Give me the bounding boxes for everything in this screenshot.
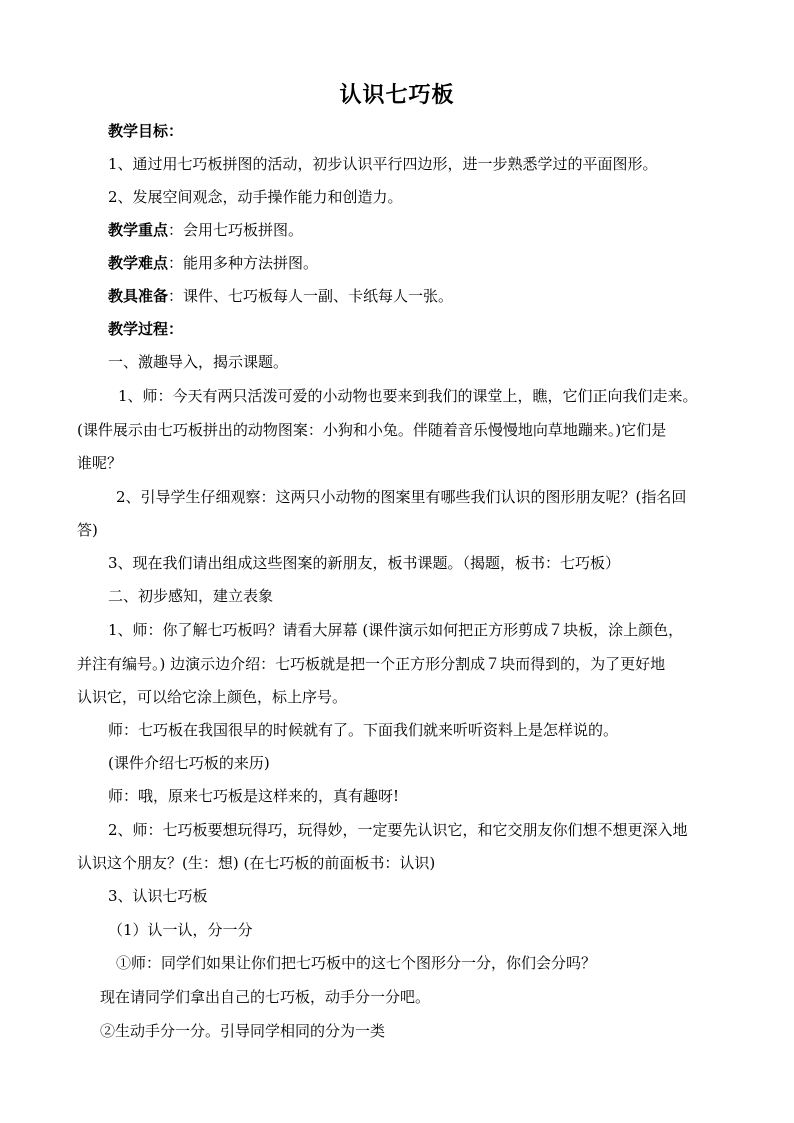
materials-label: 教具准备 bbox=[108, 287, 169, 305]
part1-paragraph3: 3、现在我们请出组成这些图案的新朋友，板书课题。（揭题，板书：七巧板） bbox=[108, 554, 621, 572]
part2-paragraph3: 3、认识七巧板 bbox=[108, 887, 208, 905]
part2-paragraph2-line2: 认识这个朋友？(生：想) (在七巧板的前面板书：认识) bbox=[77, 854, 436, 872]
difficulty-line bbox=[108, 253, 318, 273]
part2-teacher-line3: 师：哦，原来七巧板是这样来的，真有趣呀! bbox=[108, 787, 400, 805]
difficulty-text: ：能用多种方法拼图。 bbox=[168, 254, 319, 272]
materials-text: ：课件、七巧板每人一副、卡纸每人一张。 bbox=[168, 287, 454, 305]
part1-paragraph1-line3: 谁呢？ bbox=[77, 454, 123, 472]
part1-paragraph1-line2: (课件展示由七巧板拼出的动物图案：小狗和小兔。伴随着音乐慢慢地向草地蹦来。)它们是 bbox=[77, 421, 667, 439]
objectives-heading: 教学目标： bbox=[108, 122, 184, 140]
part2-heading: 二、初步感知，建立表象 bbox=[108, 587, 274, 605]
key-point-label: 教学重点 bbox=[108, 221, 169, 239]
key-point-text: ：会用七巧板拼图。 bbox=[168, 221, 304, 239]
objective-1: 1、通过用七巧板拼图的活动，初步认识平行四边形，进一步熟悉学过的平面图形。 bbox=[108, 155, 658, 173]
part2-paragraph2-line1: 2、师：七巧板要想玩得巧，玩得妙，一定要先认识它，和它交朋友你们想不想更深入地 bbox=[108, 821, 688, 839]
objective-2: 2、发展空间观念，动手操作能力和创造力。 bbox=[108, 188, 403, 206]
process-heading: 教学过程： bbox=[108, 320, 184, 338]
part2-step1-line-a: ①师：同学们如果让你们把七巧板中的这七个图形分一分，你们会分吗？ bbox=[116, 954, 597, 972]
part2-paragraph1-line1: 1、师：你了解七巧板吗？请看大屏幕 (课件演示如何把正方形剪成７块板，涂上颜色， bbox=[108, 621, 684, 639]
part2-teacher-line1: 师：七巧板在我国很早的时候就有了。下面我们就来听听资料上是怎样说的。 bbox=[108, 721, 619, 739]
part1-paragraph1-line1: 1、师：今天有两只活泼可爱的小动物也要来到我们的课堂上，瞧，它们正向我们走来。 bbox=[118, 387, 698, 405]
part2-paragraph1-line2: 并注有编号。) 边演示边介绍：七巧板就是把一个正方形分割成７块而得到的，为了更好地 bbox=[77, 655, 666, 673]
part1-paragraph2-line2: 答) bbox=[77, 521, 98, 539]
part2-teacher-line2: (课件介绍七巧板的来历) bbox=[108, 754, 270, 772]
part2-step1-line-c: ②生动手分一分。引导同学相同的分为一类 bbox=[100, 1022, 386, 1040]
materials-line bbox=[108, 286, 453, 306]
part2-paragraph1-line3: 认识它，可以给它涂上颜色，标上序号。 bbox=[77, 688, 348, 706]
part2-step1-line-b: 现在请同学们拿出自己的七巧板，动手分一分吧。 bbox=[100, 988, 431, 1006]
part1-paragraph2-line1: 2、引导学生仔细观察：这两只小动物的图案里有哪些我们认识的图形朋友呢？(指名回 bbox=[116, 488, 687, 506]
part2-step1-heading: （1）认一认，分一分 bbox=[108, 921, 253, 939]
part1-heading: 一、激趣导入，揭示课题。 bbox=[108, 353, 289, 371]
key-point-line bbox=[108, 220, 303, 240]
difficulty-label: 教学难点 bbox=[108, 254, 169, 272]
page-title: 认识七巧板 bbox=[339, 82, 455, 108]
